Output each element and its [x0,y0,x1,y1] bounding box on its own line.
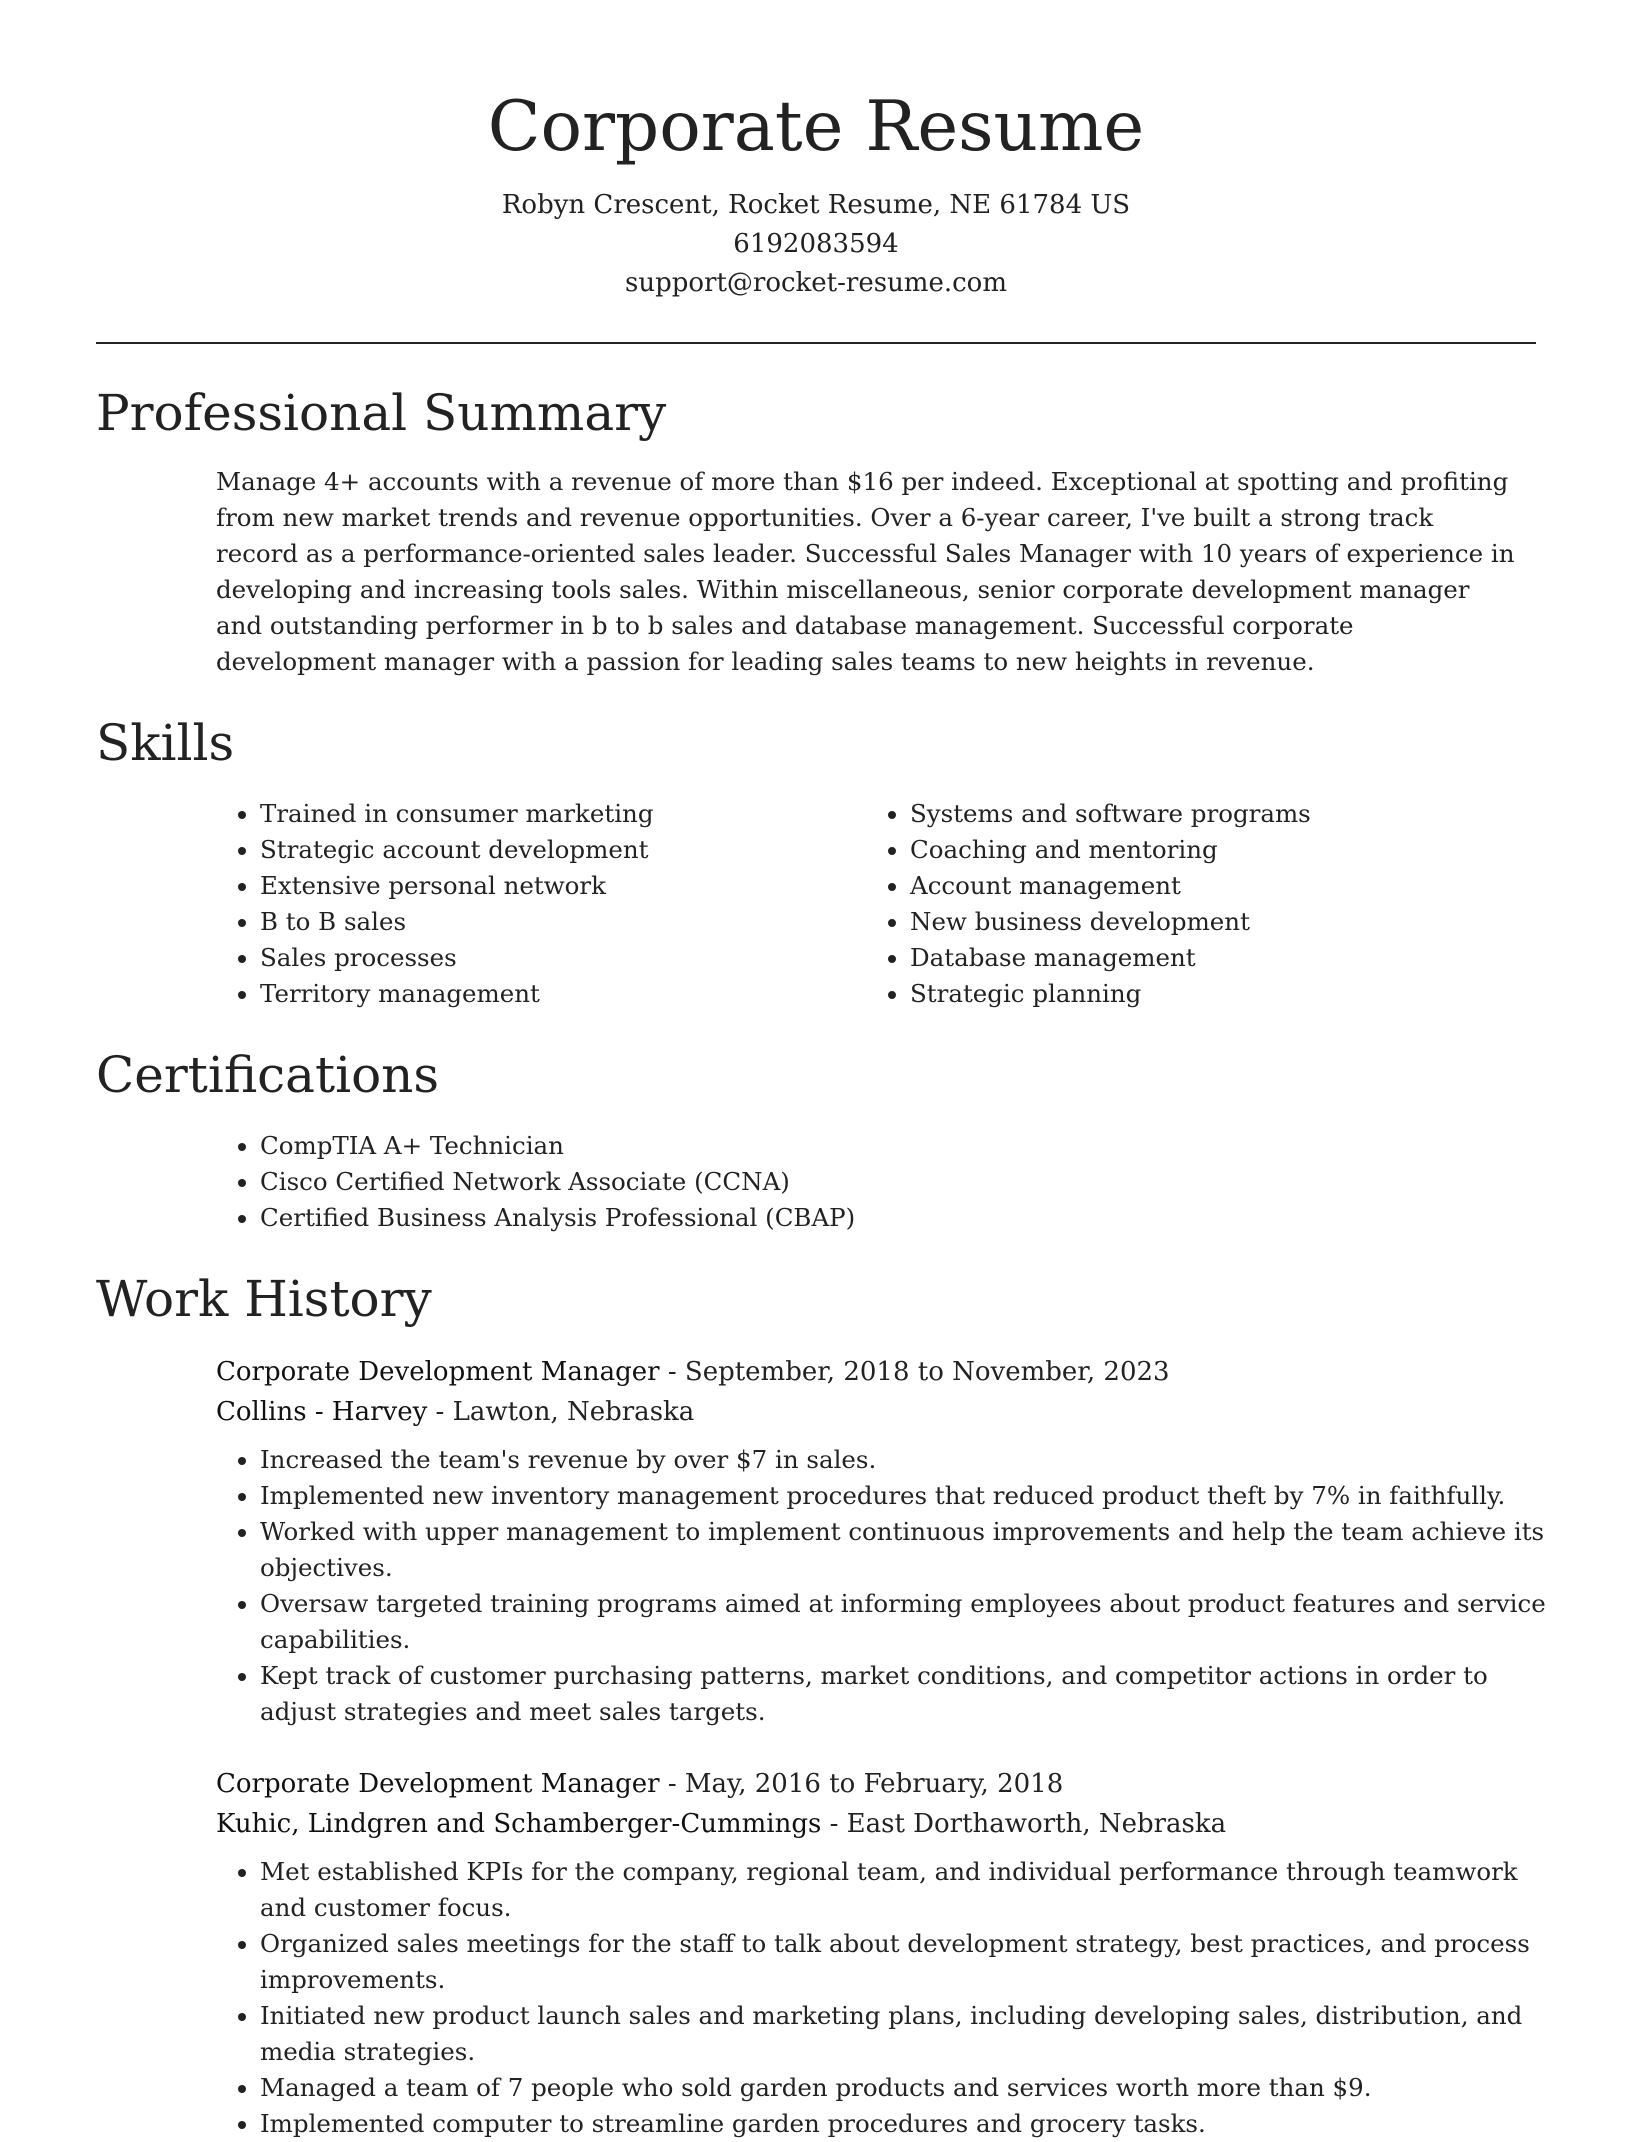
job-dates: - May, 2016 to February, 2018 [659,1769,1064,1799]
contact-address: Robyn Crescent, Rocket Resume, NE 61784 US [501,190,1131,220]
job-bullet: • Oversaw targeted training programs aimed at informing employees about product features and service capabilities. [260,1586,1560,1658]
job-bullet-list [216,1854,1560,2142]
contact-block [0,186,1632,303]
skills-heading: Skills [96,714,235,772]
contact-phone: 6192083594 [733,229,899,259]
work-history-section [96,1264,1546,2142]
job-entry [216,1352,1546,1730]
skill-item: • Database management [910,940,1516,976]
skill-item: • Account management [910,868,1516,904]
job-title-line [216,1764,1536,1804]
job-bullet: • Implemented computer to streamline garden procedures and grocery tasks. [260,2106,1560,2142]
certification-item: • Certified Business Analysis Professional (CBAP) [260,1200,1536,1236]
certification-item: • CompTIA A+ Technician [260,1128,1536,1164]
certification-item: • Cisco Certified Network Associate (CCNA) [260,1164,1536,1200]
job-bullet: • Kept track of customer purchasing patterns, market conditions, and competitor actions in order to adjust strategies and meet sales targets. [260,1658,1560,1730]
summary-heading: Professional Summary [96,384,667,442]
skill-item: • Systems and software programs [910,796,1516,832]
job-location: - Lawton, Nebraska [427,1397,695,1427]
skills-list-left [216,796,866,1012]
job-bullet: • Increased the team's revenue by over $7 in sales. [260,1442,1560,1478]
job-title: Corporate Development Manager [216,1357,660,1387]
header-divider [96,342,1536,344]
job-location: - East Dorthaworth, Nebraska [821,1809,1227,1839]
job-title-line [216,1352,1536,1392]
summary-section [96,378,1536,680]
job-bullet: • Organized sales meetings for the staff to talk about development strategy, best practices, and process improvements. [260,1926,1560,1998]
skills-list-right [866,796,1516,1012]
skill-item: • Extensive personal network [260,868,866,904]
skills-columns [216,796,1536,1012]
certifications-section [96,1040,1536,1236]
skill-item: • Territory management [260,976,866,1012]
resume-header [0,0,1632,303]
skill-item: • New business development [910,904,1516,940]
certifications-block [216,1128,1536,1236]
skill-item: • Trained in consumer marketing [260,796,866,832]
work-history-heading: Work History [96,1270,432,1328]
resume-body [96,378,1546,2142]
job-bullet: • Met established KPIs for the company, regional team, and individual performance through teamwork and customer focus. [260,1854,1560,1926]
job-bullet: • Worked with upper management to implement continuous improvements and help the team achieve its objectives. [260,1514,1560,1586]
skill-item: • Strategic account development [260,832,866,868]
job-dates: - September, 2018 to November, 2023 [659,1357,1170,1387]
job-employer-line [216,1392,1536,1432]
job-bullet: • Initiated new product launch sales and marketing plans, including developing sales, distribution, and media strategies. [260,1998,1560,2070]
job-employer: Collins - Harvey [216,1397,428,1427]
resume-title: Corporate Resume [487,87,1145,167]
job-employer: Kuhic, Lindgren and Schamberger-Cummings [216,1809,822,1839]
skills-section [96,708,1536,1012]
skills-column-left [216,796,866,1012]
job-employer-line [216,1804,1536,1844]
skill-item: • Coaching and mentoring [910,832,1516,868]
skill-item: • B to B sales [260,904,866,940]
skill-item: • Strategic planning [910,976,1516,1012]
job-entry [216,1764,1536,2142]
job-bullet-list [216,1442,1560,1730]
skill-item: • Sales processes [260,940,866,976]
contact-email: support@rocket-resume.com [624,268,1007,298]
certifications-heading: Certifications [96,1046,440,1104]
skills-column-right [866,796,1516,1012]
job-bullet: • Implemented new inventory management procedures that reduced product theft by 7% in faithfully. [260,1478,1560,1514]
certifications-list [216,1128,1536,1236]
job-bullet: • Managed a team of 7 people who sold garden products and services worth more than $9. [260,2070,1560,2106]
job-title: Corporate Development Manager [216,1769,660,1799]
summary-text: Manage 4+ accounts with a revenue of more than $16 per indeed. Exceptional at spotting and profiting from new market trends and revenue opportunities. Over a 6-year career, I've built a strong track record as a performance-oriented sales leader. Successful Sales Manager with 10 years of experience in developing and increasing tools sales. Within miscellaneous, senior corporate development manager and outstanding performer in b to b sales and database management. Successful corporate development manager with a passion for leading sales teams to new heights in revenue. [216,467,1515,676]
